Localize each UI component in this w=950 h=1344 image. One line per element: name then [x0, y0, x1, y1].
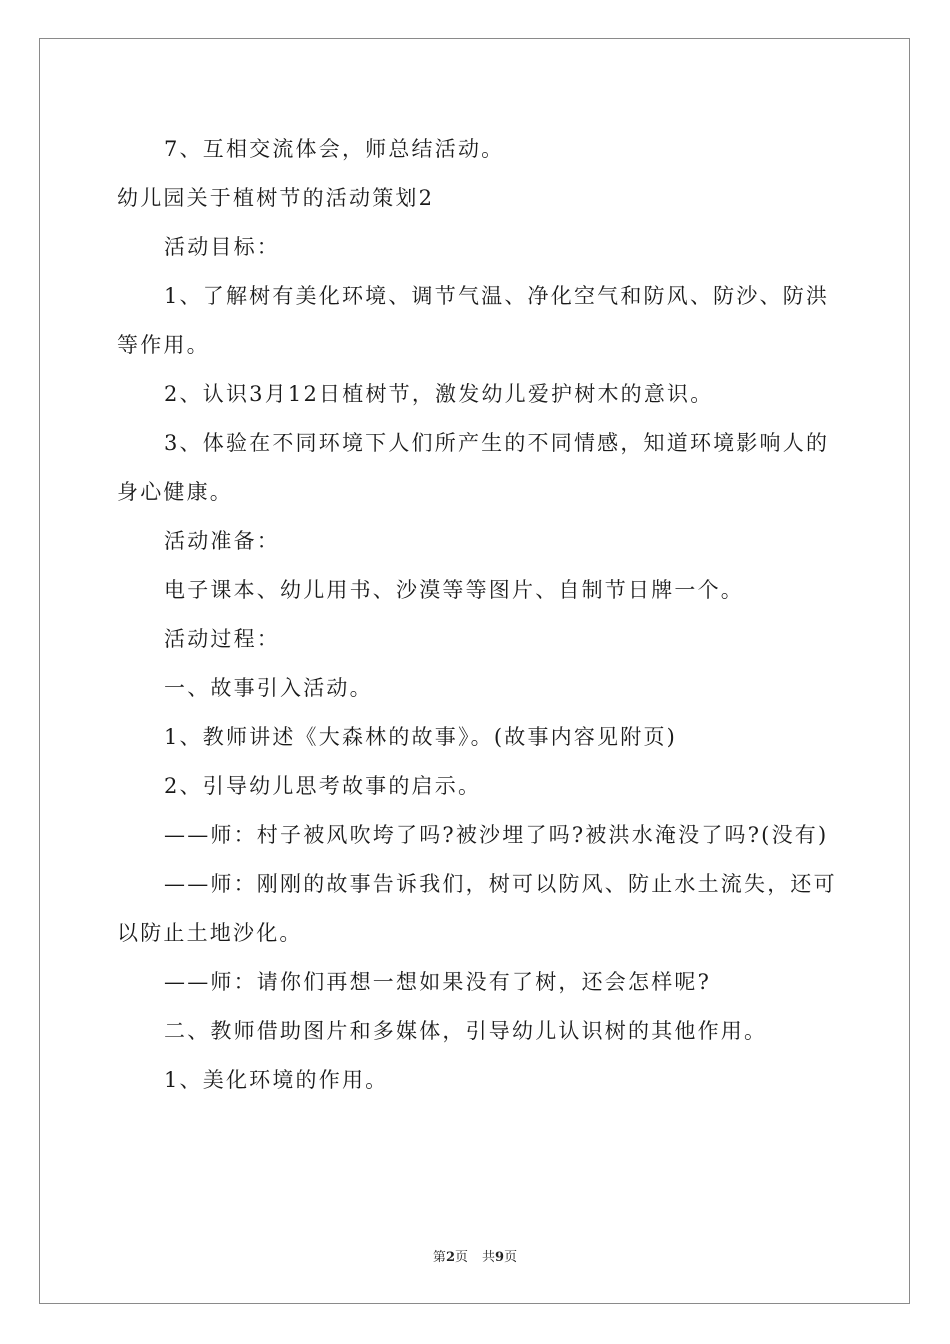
section-title: 幼儿园关于植树节的活动策划2 [117, 186, 435, 210]
paragraph: 活动目标： [164, 235, 280, 259]
paragraph: 2、认识3月12日植树节，激发幼儿爱护树木的意识。 [164, 382, 714, 406]
page-suffix: 页 [454, 1250, 468, 1265]
page-number: 2 [445, 1250, 455, 1265]
paragraph: 1、了解树有美化环境、调节气温、净化空气和防风、防沙、防洪等作用。 [117, 284, 830, 357]
total-prefix: 共 [482, 1250, 496, 1265]
paragraph: ——师：请你们再想一想如果没有了树，还会怎样呢? [164, 970, 712, 994]
paragraph: 二、教师借助图片和多媒体，引导幼儿认识树的其他作用。 [164, 1019, 768, 1043]
total-suffix: 页 [504, 1250, 518, 1265]
page-footer [0, 1246, 950, 1265]
total-pages: 9 [495, 1250, 505, 1265]
paragraph: ——师：刚刚的故事告诉我们，树可以防风、防止水土流失，还可以防止土地沙化。 [117, 872, 837, 945]
document-body [117, 125, 839, 1105]
paragraph: ——师：村子被风吹垮了吗?被沙埋了吗?被洪水淹没了吗?(没有) [164, 823, 829, 847]
paragraph: 活动准备： [164, 529, 280, 553]
paragraph: 2、引导幼儿思考故事的启示。 [164, 774, 482, 798]
paragraph: 活动过程： [164, 627, 280, 651]
paragraph: 1、教师讲述《大森林的故事》。(故事内容见附页) [164, 725, 678, 749]
paragraph: 3、体验在不同环境下人们所产生的不同情感，知道环境影响人的身心健康。 [117, 431, 830, 504]
page-prefix: 第 [432, 1250, 446, 1265]
paragraph: 一、故事引入活动。 [164, 676, 373, 700]
paragraph: 电子课本、幼儿用书、沙漠等等图片、自制节日牌一个。 [164, 578, 744, 602]
paragraph: 1、美化环境的作用。 [164, 1068, 389, 1092]
paragraph: 7、互相交流体会，师总结活动。 [164, 137, 505, 161]
